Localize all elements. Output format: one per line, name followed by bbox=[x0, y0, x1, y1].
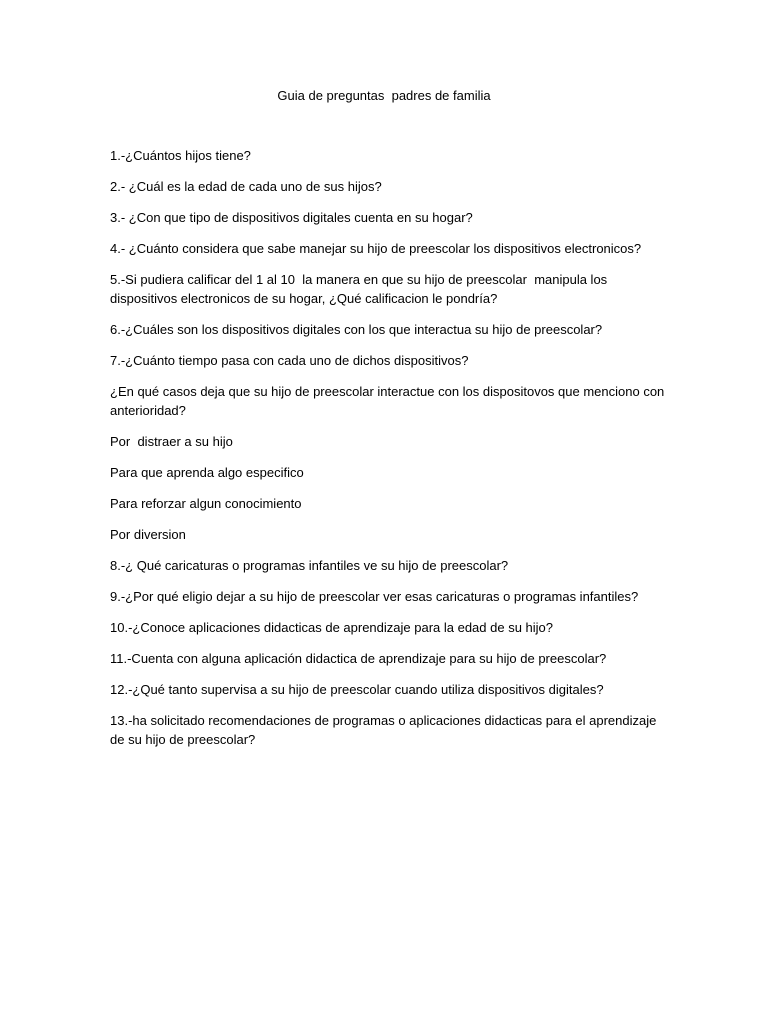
document-title: Guia de preguntas padres de familia bbox=[277, 88, 491, 103]
question-10: 10.-¿Conoce aplicaciones didacticas de aprendizaje para la edad de su hijo? bbox=[110, 620, 554, 635]
option-distraer: Por distraer a su hijo bbox=[110, 434, 233, 449]
option-reforzar: Para reforzar algun conocimiento bbox=[110, 496, 302, 511]
question-9: 9.-¿Por qué eligio dejar a su hijo de preescolar ver esas caricaturas o programas infantiles? bbox=[110, 589, 639, 604]
question-13: 13.-ha solicitado recomendaciones de programas o aplicaciones didacticas para el aprendizaje de su hijo de preescolar? bbox=[110, 713, 660, 747]
question-7: 7.-¿Cuánto tiempo pasa con cada uno de dichos dispositivos? bbox=[110, 353, 469, 368]
question-11: 11.-Cuenta con alguna aplicación didactica de aprendizaje para su hijo de preescolar? bbox=[110, 651, 607, 666]
question-1: 1.-¿Cuántos hijos tiene? bbox=[110, 148, 251, 163]
question-6: 6.-¿Cuáles son los dispositivos digitales con los que interactua su hijo de preescolar? bbox=[110, 322, 603, 337]
option-aprender: Para que aprenda algo especifico bbox=[110, 465, 304, 480]
option-diversion: Por diversion bbox=[110, 527, 186, 542]
question-usage-cases: ¿En qué casos deja que su hijo de preescolar interactue con los dispositovos que menciono con anterioridad? bbox=[110, 384, 668, 418]
question-list bbox=[110, 146, 670, 761]
question-8: 8.-¿ Qué caricaturas o programas infantiles ve su hijo de preescolar? bbox=[110, 558, 509, 573]
question-3: 3.- ¿Con que tipo de dispositivos digitales cuenta en su hogar? bbox=[110, 210, 473, 225]
question-4: 4.- ¿Cuánto considera que sabe manejar su hijo de preescolar los dispositivos electronicos? bbox=[110, 241, 642, 256]
question-2: 2.- ¿Cuál es la edad de cada uno de sus hijos? bbox=[110, 179, 382, 194]
question-5: 5.-Si pudiera calificar del 1 al 10 la manera en que su hijo de preescolar manipula los dispositivos electronicos de su hogar, ¿Qué calificacion le pondría? bbox=[110, 272, 611, 306]
question-12: 12.-¿Qué tanto supervisa a su hijo de preescolar cuando utiliza dispositivos digitales? bbox=[110, 682, 604, 697]
